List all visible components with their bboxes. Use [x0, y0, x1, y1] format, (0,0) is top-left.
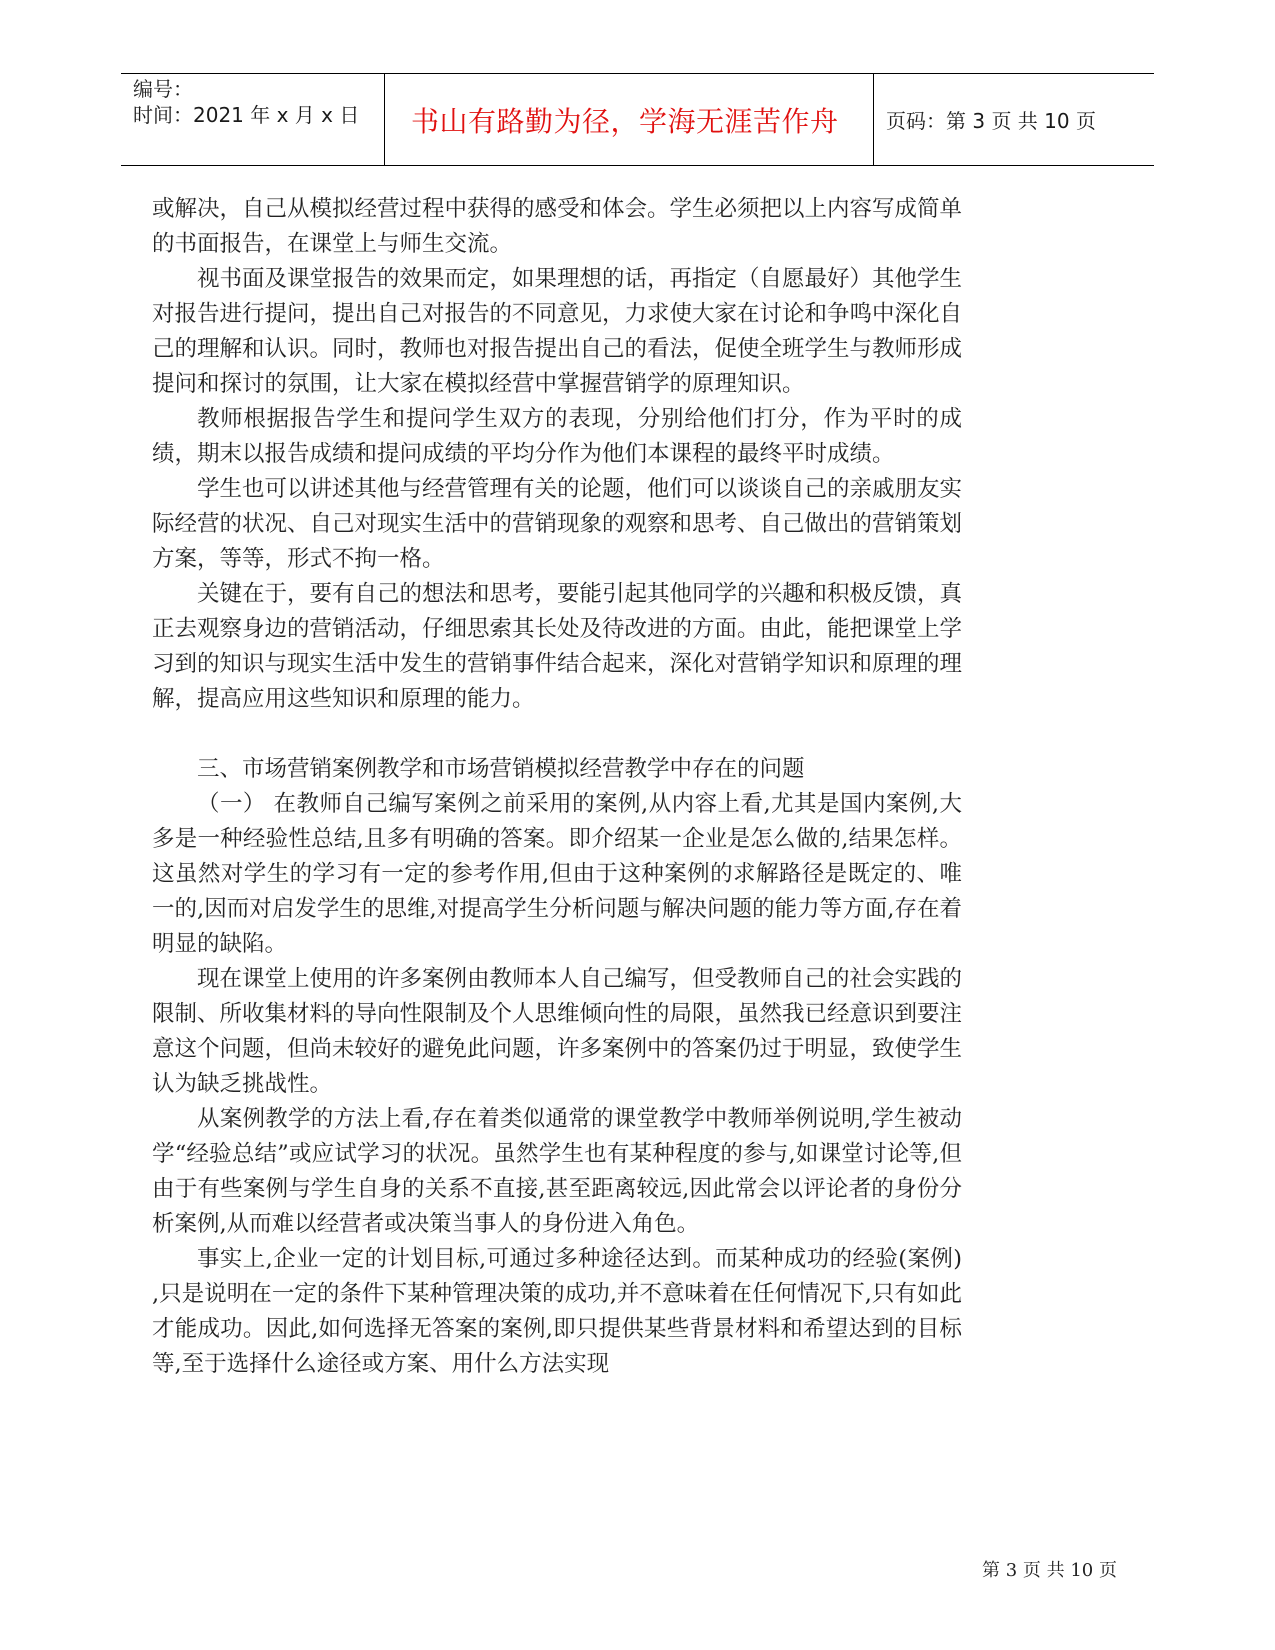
paragraph: 视书面及课堂报告的效果而定，如果理想的话，再指定（自愿最好）其他学生对报告进行提问，提出自己对报告的不同意见，力求使大家在讨论和争鸣中深化自己的理解和认识。同时，教师也对报告提出自己的看法，促使全班学生与教师形成提问和探讨的氛围，让大家在模拟经营中掌握营销学的原理知识。 [152, 266, 963, 397]
section-heading: 三、市场营销案例教学和市场营销模拟经营教学中存在的问题 [197, 756, 805, 782]
serial-number-label: 编号： [133, 77, 193, 101]
paragraph: 事实上,企业一定的计划目标,可通过多种途径达到。而某种成功的经验(案例) ,只是说明在一定的条件下某种管理决策的成功,并不意味着在任何情况下,只有如此才能成功。因此,如何选择无答案的案例,即只提供某些背景材料和希望达到的目标等,至于选择什么途径或方案、用什么方法实现 [152, 1246, 962, 1377]
page-footer [982, 1556, 1117, 1582]
paragraph: 从案例教学的方法上看,存在着类似通常的课堂教学中教师举例说明,学生被动学“经验总结”或应试学习的状况。虽然学生也有某种程度的参与,如课堂讨论等,但由于有些案例与学生自身的关系不直接,甚至距离较远,因此常会以评论者的身份分析案例,从而难以经营者或决策当事人的身份进入角色。 [152, 1106, 962, 1237]
header-motto-cell [385, 74, 874, 165]
paragraph: 学生也可以讲述其他与经营管理有关的论题，他们可以谈谈自己的亲戚朋友实际经营的状况、自己对现实生活中的营销现象的观察和思考、自己做出的营销策划方案，等等，形式不拘一格。 [152, 476, 963, 572]
header-page-cell [874, 74, 1154, 165]
date-label: 时间：2021 年 x 月 x 日 [133, 103, 360, 127]
paragraph: 现在课堂上使用的许多案例由教师本人自己编写，但受教师自己的社会实践的限制、所收集材料的导向性限制及个人思维倾向性的局限，虽然我已经意识到要注意这个问题，但尚未较好的避免此问题，许多案例中的答案仍过于明显，致使学生认为缺乏挑战性。 [152, 966, 963, 1097]
paragraph: 或解决，自己从模拟经营过程中获得的感受和体会。学生必须把以上内容写成简单的书面报告，在课堂上与师生交流。 [152, 196, 963, 257]
paragraph: 教师根据报告学生和提问学生双方的表现，分别给他们打分，作为平时的成绩，期末以报告成绩和提问成绩的平均分作为他们本课程的最终平时成绩。 [152, 406, 962, 467]
paragraph: 关键在于，要有自己的想法和思考，要能引起其他同学的兴趣和积极反馈，真正去观察身边的营销活动，仔细思索其长处及待改进的方面。由此，能把课堂上学习到的知识与现实生活中发生的营销事件结合起来，深化对营销学知识和原理的理解，提高应用这些知识和原理的能力。 [152, 581, 963, 712]
document-body [152, 192, 962, 1382]
footer-page-number: 第 3 页 共 10 页 [982, 1560, 1117, 1581]
header-motto: 书山有路勤为径，学海无涯苦作舟 [411, 104, 839, 138]
header-left-cell [121, 74, 385, 165]
page-header [121, 73, 1154, 166]
paragraph: （一） 在教师自己编写案例之前采用的案例,从内容上看,尤其是国内案例,大多是一种经验性总结,且多有明确的答案。即介绍某一企业是怎么做的,结果怎样。这虽然对学生的学习有一定的参考作用,但由于这种案例的求解路径是既定的、唯一的,因而对启发学生的思维,对提高学生分析问题与解决问题的能力等方面,存在着明显的缺陷。 [152, 791, 962, 957]
header-page-info: 页码：第 3 页 共 10 页 [886, 109, 1096, 133]
